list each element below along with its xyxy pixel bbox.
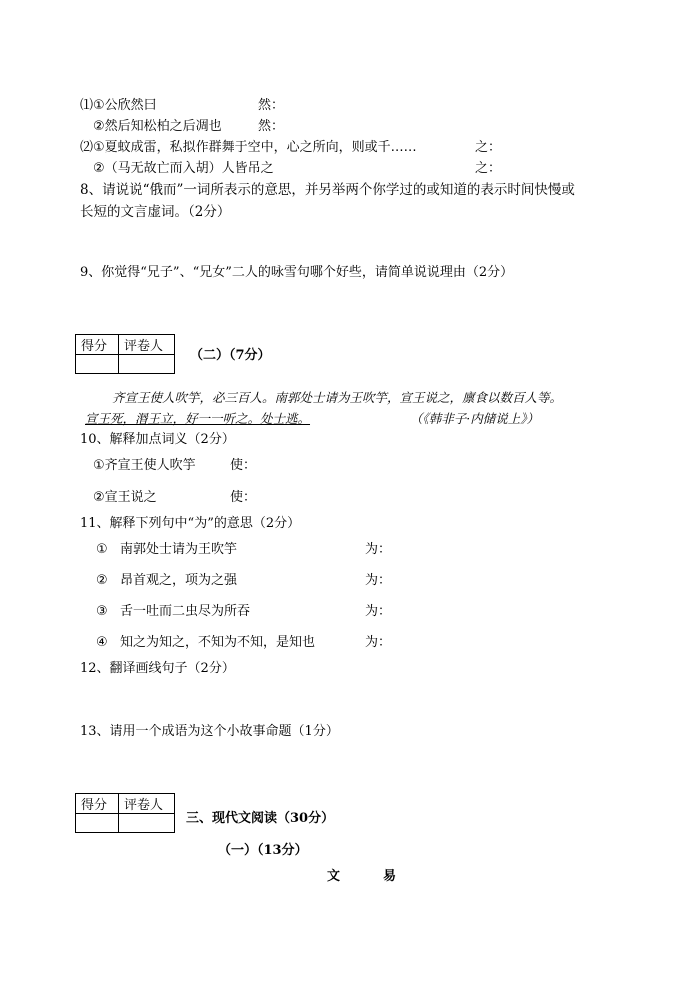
q11-item-4-text: 知之为知之，不知为不知，是知也 [120,635,316,650]
q11-item-1-answer: 为： [365,542,392,557]
score-box-section-2 [75,334,175,374]
q7-answer-2: 然： [258,119,285,134]
q7-item-1: ⑴①公欣然曰 [80,98,157,113]
q8-line-2: 长短的文言虚词。（2分） [80,204,231,220]
q11-title: 11、解释下列句中“为”的意思（2分） [80,516,301,531]
q11-item-4-number: ④ [96,635,108,650]
q11-item-2-number: ② [96,573,108,588]
q7-answer-1: 然： [258,98,285,113]
q11-item-4-answer: 为： [365,635,392,650]
q9-question: 9、你觉得“兄子”、“兄女”二人的咏雪句哪个好些，请简单说说理由（2分） [80,265,514,280]
q7-answer-4: 之： [475,161,502,176]
q11-item-3-number: ③ [96,604,108,619]
q11-item-3-answer: 为： [365,604,392,619]
q11-item-3-text: 舌一吐而二虫尽为所吞 [120,604,251,619]
q11-item-2-answer: 为： [365,573,392,588]
grader-cell[interactable] [119,814,175,833]
score-cell[interactable] [76,814,119,833]
q7-answer-3: 之： [475,140,502,155]
passage-source: （《韩非子·内储说上》） [410,411,539,426]
q12-question: 12、翻译画线句子（2分） [80,661,235,676]
q8-line-1: 8、请说说“俄而”一词所表示的意思，并另举两个你学过的或知道的表示时间快慢或 [80,182,575,198]
section-3-title: 三、现代文阅读（30分） [186,811,335,826]
q10-answer-1: 使： [230,458,257,473]
score-label: 得分 [76,335,119,355]
q10-title: 10、解释加点词义（2分） [80,432,235,447]
essay-title-char-1: 文 [327,869,341,884]
q7-item-2: ②然后知松柏之后凋也 [93,119,222,134]
q10-item-1: ①齐宣王使人吹竽 [93,458,196,473]
grader-label: 评卷人 [119,335,175,355]
essay-title-char-2: 易 [383,869,397,884]
grader-cell[interactable] [119,355,175,374]
q13-question: 13、请用一个成语为这个小故事命题（1分） [80,724,339,739]
q10-answer-2: 使： [230,490,257,505]
grader-label: 评卷人 [119,794,175,814]
score-label: 得分 [76,794,119,814]
q7-item-4: ②（马无故亡而入胡）人皆吊之 [93,161,274,176]
passage-line-2-underlined: 宣王死，湣王立，好一一听之。处士逃。 [85,411,311,426]
q11-item-1-text: 南郭处士请为王吹竽 [120,542,238,557]
section-2-title: （二）（7分） [190,348,271,363]
section-3-subtitle: （一）（13分） [218,843,308,858]
q11-item-2-text: 昂首观之，项为之强 [120,573,238,588]
passage-line-1: 齐宣王使人吹竽，必三百人。南郭处士请为王吹竽，宣王说之，廪食以数百人等。 [112,390,563,405]
q10-item-2: ②宣王说之 [93,490,157,505]
score-box-section-3 [75,793,175,833]
q7-item-3: ⑵①夏蚊成雷，私拟作群舞于空中，心之所向，则或千…… [80,140,417,155]
score-cell[interactable] [76,355,119,374]
q11-item-1-number: ① [96,542,108,557]
